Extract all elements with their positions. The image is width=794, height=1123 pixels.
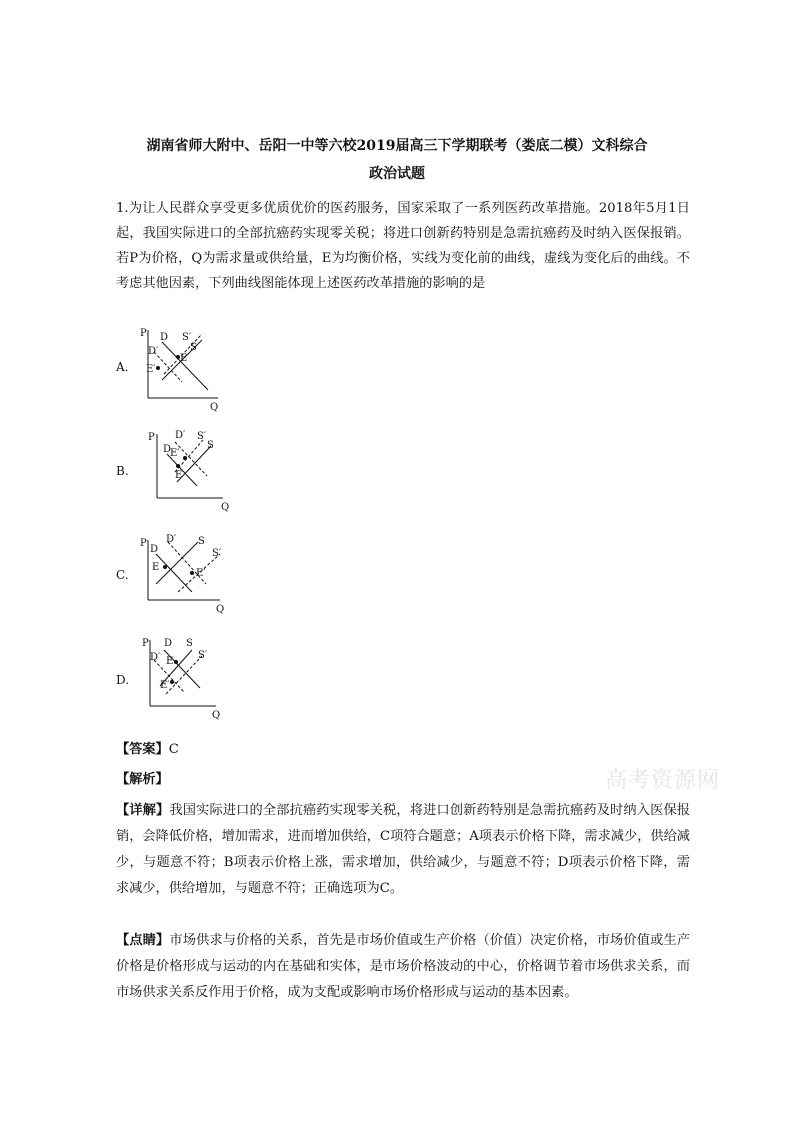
svg-text:D: D	[164, 638, 173, 649]
svg-text:Q: Q	[221, 502, 230, 513]
analysis-tag: 【解析】	[116, 772, 169, 787]
demand-curve	[162, 342, 208, 390]
svg-text:D: D	[150, 544, 159, 555]
option-b-diagram	[145, 428, 235, 518]
svg-text:S: S	[190, 342, 197, 353]
svg-text:S: S	[198, 536, 205, 547]
axis-q: Q	[210, 402, 219, 413]
question-stem: 1.为让人民群众享受更多优质优价的医药服务，国家采取了一系列医药改革措施。2018年5月1日起，我国实际进口的全部抗癌药实现零关税；将进口创新药特别是急需抗癌药及时纳入医保报销。若P为价格，Q为需求量或供给量，E为均衡价格，实线为变化前的曲线，虚线为变化后的曲线。不考虑其他因素，下列曲线图能体现上述医药改革措施的影响的是	[116, 201, 690, 291]
detail-paragraph	[116, 798, 690, 902]
svg-text:S: S	[207, 440, 214, 451]
supply-curve	[156, 542, 198, 584]
option-c-label: C.	[116, 568, 129, 582]
svg-text:E′: E′	[196, 568, 206, 579]
svg-text:E: E	[152, 562, 160, 573]
svg-text:P: P	[140, 538, 147, 549]
detail-tag: 【详解】	[116, 803, 170, 818]
svg-text:D′: D′	[175, 430, 186, 441]
option-c-diagram	[140, 532, 240, 622]
option-d-diagram	[140, 634, 230, 724]
svg-text:S: S	[186, 638, 193, 649]
svg-text:E: E	[180, 353, 188, 364]
paper-title: 湖南省师大附中、岳阳一中等六校2019届高三下学期联考（娄底二模）文科综合	[146, 138, 648, 154]
svg-text:P: P	[148, 432, 155, 443]
detail-text: 我国实际进口的全部抗癌药实现零关税，将进口创新药特别是急需抗癌药及时纳入医保报销，会降低价格，增加需求，进而增加供给，C项符合题意；A项表示价格下降，需求减少，供给减少，与题意不符；B项表示价格上涨，需求增加，供给减少，与题意不符；D项表示价格下降，需求减少，供给增加，与题意不符；正确选项为C。	[116, 803, 691, 896]
point-tag: 【点睛】	[116, 933, 170, 948]
watermark: 高考资源网	[605, 768, 721, 793]
answer-line	[116, 738, 690, 757]
point-paragraph	[116, 928, 690, 1006]
option-a-diagram	[140, 326, 230, 416]
svg-text:E′: E′	[146, 364, 156, 375]
svg-text:S′: S′	[212, 548, 222, 559]
svg-text:Q: Q	[216, 604, 225, 615]
svg-text:E: E	[175, 470, 183, 481]
svg-text:D′: D′	[166, 534, 177, 545]
option-a-label: A.	[116, 360, 129, 374]
svg-text:Q: Q	[212, 710, 221, 721]
answer-value: C	[168, 742, 179, 757]
answer-tag: 【答案】	[116, 742, 169, 757]
option-b-label: B.	[116, 464, 129, 478]
svg-text:D′: D′	[148, 346, 159, 357]
equilibrium-point-new	[156, 366, 160, 370]
svg-text:D′: D′	[150, 652, 161, 663]
svg-text:P: P	[142, 638, 149, 649]
svg-text:S′: S′	[197, 431, 207, 442]
demand-curve	[156, 554, 192, 592]
svg-text:E′: E′	[170, 448, 180, 459]
analysis-line	[116, 768, 690, 787]
svg-text:E′: E′	[160, 680, 170, 691]
paper-subtitle: 政治试题	[369, 166, 425, 182]
axis-p: P	[140, 328, 147, 339]
svg-text:S′: S′	[182, 332, 192, 343]
svg-text:D: D	[160, 332, 169, 343]
point-text: 市场供求与价格的关系，首先是市场价值或生产价格（价值）决定价格，市场价值或生产价格是价格形成与运动的内在基础和实体，是市场价格波动的中心，价格调节着市场供求关系，而市场供求关系反作用于价格，成为支配或影响市场价格形成与运动的基本因素。	[116, 933, 691, 1000]
svg-text:E: E	[166, 656, 174, 667]
option-d-label: D.	[116, 673, 130, 687]
svg-text:S′: S′	[198, 650, 208, 661]
svg-text:D: D	[163, 444, 172, 455]
